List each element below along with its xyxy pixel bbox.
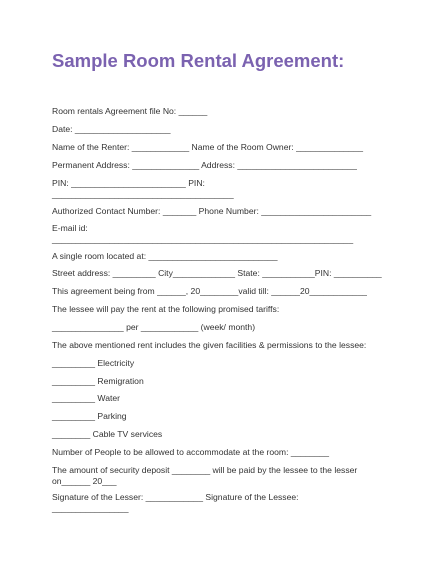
street-address-line: Street address: _________ City_____________ State: ___________PIN: __________ xyxy=(52,268,382,278)
people-count-line: Number of People to be allowed to accommodate at the room: ________ xyxy=(52,447,330,457)
facilities-intro-line: The above mentioned rent includes the given facilities & permissions to the lessee: xyxy=(52,340,367,350)
date-line: Date: ____________________ xyxy=(52,124,171,134)
agreement-period-line: This agreement being from ______, 20________valid till: ______20____________ xyxy=(52,286,367,296)
address-line: Permanent Address: ______________ Address: _________________________ xyxy=(52,160,357,170)
pin-blank-line: ______________________________________ xyxy=(52,189,234,199)
page-title: Sample Room Rental Agreement: xyxy=(52,50,345,71)
file-no-line: Room rentals Agreement file No: ______ xyxy=(52,106,208,116)
email-line: E-mail id: xyxy=(52,223,88,233)
pin-line: PIN: ________________________ PIN: xyxy=(52,178,205,188)
contact-line: Authorized Contact Number: _______ Phone Number: _______________________ xyxy=(52,206,372,216)
email-blank-line: _______________________________________________________________ xyxy=(52,234,354,244)
facility-item: _________ Parking xyxy=(52,411,127,421)
room-location-line: A single room located at: ___________________________ xyxy=(52,251,278,261)
signature-line: Signature of the Lesser: ____________ Signature of the Lessee: xyxy=(52,492,299,502)
tariff-intro-line: The lessee will pay the rent at the following promised tariffs: xyxy=(52,304,280,314)
deposit-line: The amount of security deposit ________ will be paid by the lessee to the lesser xyxy=(52,465,358,475)
signature-blank-line: ________________ xyxy=(52,503,129,513)
deposit-date-line: on______ 20___ xyxy=(52,476,117,486)
facility-item: _________ Water xyxy=(52,393,121,403)
facility-item: ________ Cable TV services xyxy=(52,429,163,439)
names-line: Name of the Renter: ____________ Name of the Room Owner: ______________ xyxy=(52,142,364,152)
facility-item: _________ Remigration xyxy=(52,376,144,386)
tariff-line: _______________ per ____________ (week/ month) xyxy=(52,322,256,332)
facility-item: _________ Electricity xyxy=(52,358,135,368)
